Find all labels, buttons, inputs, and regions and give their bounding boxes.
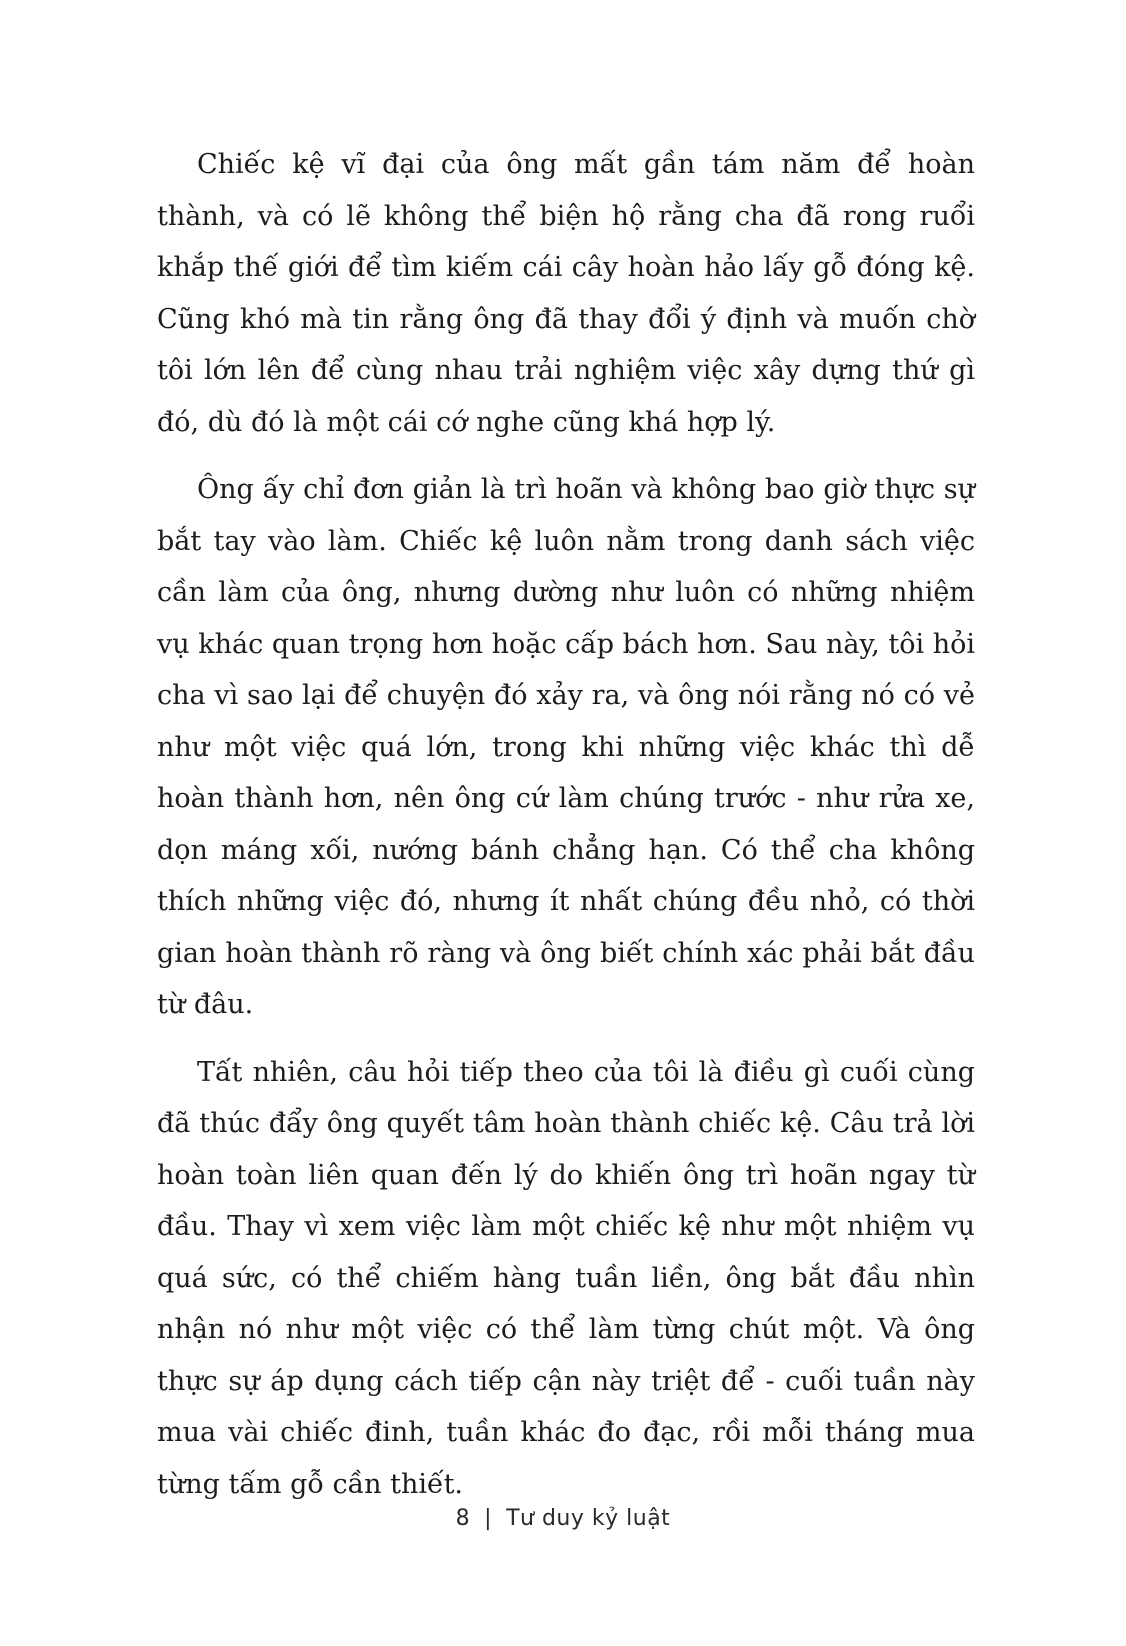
paragraph: Chiếc kệ vĩ đại của ông mất gần tám năm để hoàn thành, và có lẽ không thể biện hộ rằng cha đã rong ruổi khắp thế giới để tìm kiếm cái cây hoàn hảo lấy gỗ đóng kệ. Cũng khó mà tin rằng ông đã thay đổi ý định và muốn chờ tôi lớn lên để cùng nhau trải nghiệm việc xây dựng thứ gì đó, dù đó là một cái cớ nghe cũng khá hợp lý. <box>157 149 975 438</box>
page-number: 8 <box>455 1506 471 1531</box>
paragraph: Ông ấy chỉ đơn giản là trì hoãn và không bao giờ thực sự bắt tay vào làm. Chiếc kệ luôn nằm trong danh sách việc cần làm của ông, nhưng dường như luôn có những nhiệm vụ khác quan trọng hơn hoặc cấp bách hơn. Sau này, tôi hỏi cha vì sao lại để chuyện đó xảy ra, và ông nói rằng nó có vẻ như một việc quá lớn, trong khi những việc khác thì dễ hoàn thành hơn, nên ông cứ làm chúng trước - như rửa xe, dọn máng xối, nướng bánh chẳng hạn. Có thể cha không thích những việc đó, nhưng ít nhất chúng đều nhỏ, có thời gian hoàn thành rõ ràng và ông biết chính xác phải bắt đầu từ đâu. <box>157 474 975 1020</box>
book-title: Tư duy kỷ luật <box>506 1506 671 1531</box>
paragraph: Tất nhiên, câu hỏi tiếp theo của tôi là điều gì cuối cùng đã thúc đẩy ông quyết tâm hoàn thành chiếc kệ. Câu trả lời hoàn toàn liên quan đến lý do khiến ông trì hoãn ngay từ đầu. Thay vì xem việc làm một chiếc kệ như một nhiệm vụ quá sức, có thể chiếm hàng tuần liền, ông bắt đầu nhìn nhận nó như một việc có thể làm từng chút một. Và ông thực sự áp dụng cách tiếp cận này triệt để - cuối tuần này mua vài chiếc đinh, tuần khác đo đạc, rồi mỗi tháng mua từng tấm gỗ cần thiết. <box>157 1056 975 1500</box>
page-footer <box>0 1506 1126 1531</box>
footer-separator: | <box>484 1506 493 1531</box>
body-text <box>157 139 975 1526</box>
